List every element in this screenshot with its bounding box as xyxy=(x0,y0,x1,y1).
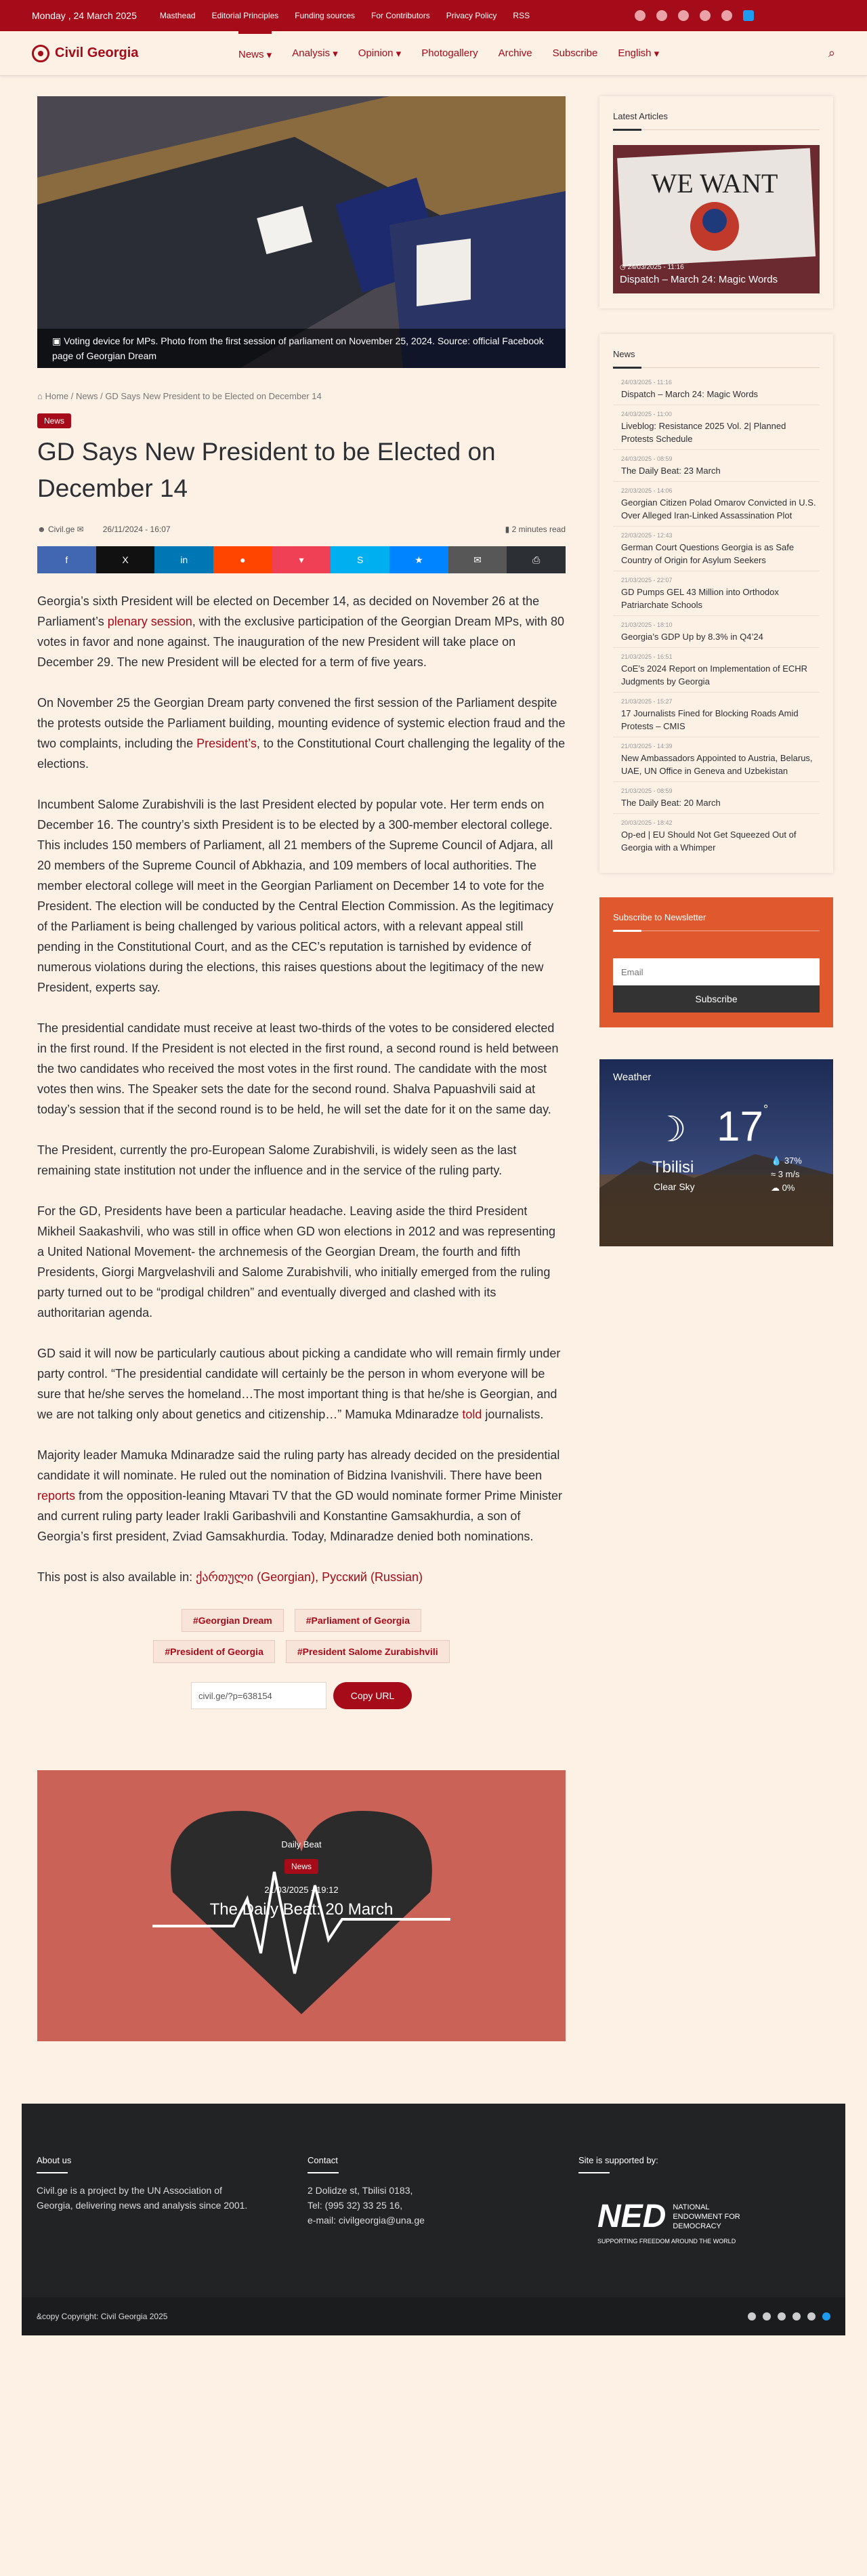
latest-article-date: ◷ 24/03/2025 - 11:16 xyxy=(620,264,684,271)
footer-about xyxy=(37,2155,253,2213)
top-links xyxy=(160,11,530,20)
list-item[interactable]: 21/03/2025 - 18:10 Georgia’s GDP Up by 8.3% in Q4’24 xyxy=(613,616,820,648)
copyright-bar xyxy=(22,2297,845,2335)
logo-icon xyxy=(32,45,49,62)
svg-text:WE WANT: WE WANT xyxy=(651,168,778,199)
list-item[interactable]: 24/03/2025 - 11:16 Dispatch – March 24: Magic Words xyxy=(613,373,820,405)
widget-title: News xyxy=(613,349,820,368)
for-contributors-link[interactable]: For Contributors xyxy=(371,11,430,20)
menu-opinion[interactable]: Opinion ▾ xyxy=(358,47,402,60)
telegram-icon[interactable] xyxy=(721,10,732,21)
share-pocket-icon[interactable]: ▾ xyxy=(272,546,331,573)
wind: ≈ 3 m/s xyxy=(771,1169,800,1179)
post-meta xyxy=(37,525,566,534)
hero-caption: ▣ Voting device for MPs. Photo from the first session of parliament on November 25, 2024. Source: official Facebook page of Georgian Dream xyxy=(37,329,566,368)
page-title: GD Says New President to be Elected on December 14 xyxy=(37,438,496,502)
facebook-icon[interactable] xyxy=(748,2312,756,2321)
paragraph: GD said it will now be particularly cautious about picking a candidate who will remain firmly under party control. “The presidential candidate will certainly be the person in whom everyone will be sure that he/she serves the homeland…The most important thing is that he/she is Georgian, and we are not talking only about genetics and citizenship…” Mamuka Mdinaradze told journalists. xyxy=(37,1347,561,1421)
paragraph: Incumbent Salome Zurabishvili is the last President elected by popular vote. Her term ends on December 16. The country’s sixth President is to be elected by a 300-member electoral college. This includes 150 members of Parliament, all 21 members of the Supreme Council of Adjara, all 20 members of the Supreme Council of Abkhazia, and 109 members of local authorities. The member electoral college will meet in the Georgian Parliament on December 14 to vote for the President. The election will be conducted by the Central Election Commission. As the legitimacy of the Parliament is being challenged by various political actors, with a relevant appeal still pending in the Constitutional Court, and as the CEC’s reputation is tarnished by evidence of numerous violations during the elections, this raises questions about the legitimacy of the new President, experts say. xyxy=(37,798,554,994)
weather-condition: Clear Sky xyxy=(654,1181,695,1192)
bluesky-icon[interactable] xyxy=(822,2312,830,2321)
temperature: 17° xyxy=(717,1103,769,1150)
weather-city: Tbilisi xyxy=(652,1158,694,1177)
list-item[interactable]: 22/03/2025 - 12:43 German Court Questions Georgia is as Safe Country of Origin for Asylum Seekers xyxy=(613,527,820,571)
related-date: 21/03/2025 - 19:12 xyxy=(264,1885,339,1895)
news-list xyxy=(613,373,820,858)
share-messenger-icon[interactable]: ★ xyxy=(389,546,448,573)
copyright: &copy Copyright: Civil Georgia 2025 xyxy=(37,2312,168,2321)
telegram-icon[interactable] xyxy=(792,2312,801,2321)
share-reddit-icon[interactable]: ● xyxy=(213,546,272,573)
translation-links[interactable]: ქართული (Georgian), Русский (Russian) xyxy=(196,1570,423,1584)
copy-url-button[interactable]: Copy URL xyxy=(333,1682,412,1709)
list-item[interactable]: 24/03/2025 - 11:00 Liveblog: Resistance 2025 Vol. 2| Planned Protests Schedule xyxy=(613,405,820,450)
bluesky-icon[interactable] xyxy=(743,10,754,21)
category-badge[interactable]: News xyxy=(37,413,71,428)
current-date: Monday , 24 March 2025 xyxy=(32,10,137,21)
hero-image xyxy=(37,96,566,368)
about-text: Civil.ge is a project by the UN Association of Georgia, delivering news and analysis since 2001. xyxy=(37,2185,248,2211)
moon-icon: ☽ xyxy=(655,1110,687,1149)
footer-title: Contact xyxy=(308,2155,524,2173)
breadcrumb: ⌂ Home / News / GD Says New President to be Elected on December 14 xyxy=(37,391,322,401)
list-item[interactable]: 20/03/2025 - 18:42 Op-ed | EU Should Not Get Squeezed Out of Georgia with a Whimper xyxy=(621,819,797,853)
camera-icon: ▣ xyxy=(52,335,64,346)
tag-zurabishvili[interactable]: #President Salome Zurabishvili xyxy=(286,1640,450,1663)
paragraph: Majority leader Mamuka Mdinaradze said the ruling party has already decided on the presidential candidate it will nominate. He ruled out the nomination of Bidzina Ivanishvili. There have been reports from the opposition-leaning Mtavari TV that the GD would nominate former Prime Minister and current ruling party leader Irakli Garibashvili and Konstantine Gamsakhurdia, a son of Georgia’s first president, Zviad Gamsakhurdia. Today, Mdinaradze denied both nominations. xyxy=(37,1448,563,1543)
footer-support xyxy=(578,2155,795,2245)
social-icons xyxy=(635,10,754,21)
email-field[interactable] xyxy=(613,958,820,985)
weather-widget xyxy=(599,1059,833,1246)
facebook-icon[interactable] xyxy=(635,10,646,21)
top-bar xyxy=(0,0,867,31)
instagram-icon[interactable] xyxy=(678,10,689,21)
rss-icon[interactable] xyxy=(807,2312,816,2321)
widget-title: Subscribe to Newsletter xyxy=(613,912,820,931)
logo-text: Civil Georgia xyxy=(55,45,139,60)
latest-articles-widget xyxy=(599,96,833,308)
read-time: ▮ 2 minutes read xyxy=(505,525,566,534)
author[interactable]: ☻ Civil.ge ✉ xyxy=(37,525,84,534)
page-content xyxy=(0,96,867,2041)
list-item[interactable]: 24/03/2025 - 08:59 The Daily Beat: 23 March xyxy=(613,450,820,482)
contact-email[interactable]: e-mail: civilgeorgia@una.ge xyxy=(308,2215,425,2226)
humidity: 💧 37% xyxy=(771,1156,802,1166)
footer-contact xyxy=(308,2155,524,2228)
paragraph: On November 25 the Georgian Dream party convened the first session of the Parliament despite the protests outside the Parliament building, mounting evidence of systemic election fraud and the two complaints, including the President’s, to the Constitutional Court challenging the legality of the elections. xyxy=(37,696,566,771)
tag-parliament[interactable]: #Parliament of Georgia xyxy=(295,1609,421,1632)
latest-article-text xyxy=(620,264,778,285)
share-facebook-icon[interactable]: f xyxy=(37,546,96,573)
site-logo[interactable] xyxy=(32,45,238,62)
ned-tagline: SUPPORTING FREEDOM AROUND THE WORLD xyxy=(597,2238,736,2245)
post-date: 26/11/2024 - 16:07 xyxy=(102,525,171,534)
translations: This post is also available in: ქართული (Georgian), Русский (Russian) xyxy=(37,1570,423,1584)
editorial-principles-link[interactable]: Editorial Principles xyxy=(211,11,279,20)
related-post[interactable] xyxy=(37,1770,566,2041)
related-overlay xyxy=(37,1839,566,1919)
article-body xyxy=(37,591,566,1587)
masthead-link[interactable]: Masthead xyxy=(159,11,196,20)
primary-menu xyxy=(238,31,659,76)
told-link[interactable]: told xyxy=(462,1408,482,1421)
weather-title: Weather xyxy=(613,1071,652,1083)
instagram-icon[interactable] xyxy=(778,2312,786,2321)
list-item[interactable]: 21/03/2025 - 08:59 The Daily Beat: 20 March xyxy=(613,782,820,814)
widget-title: Latest Articles xyxy=(613,111,820,130)
youtube-icon[interactable] xyxy=(700,10,711,21)
list-item[interactable]: 21/03/2025 - 14:39 New Ambassadors Appointed to Austria, Belarus, UAE, UN Office in Geneva and Uzbekistan xyxy=(613,737,820,782)
post-tags xyxy=(119,1609,484,1663)
related-title[interactable]: The Daily Beat: 20 March xyxy=(209,1900,394,1919)
related-category[interactable]: News xyxy=(284,1859,318,1874)
menu-analysis[interactable]: Analysis ▾ xyxy=(292,47,338,60)
privacy-policy-link[interactable]: Privacy Policy xyxy=(446,11,497,20)
latest-article-card[interactable] xyxy=(613,145,820,293)
menu-news[interactable]: News ▾ xyxy=(238,31,272,76)
news-widget xyxy=(599,334,833,873)
contact-info: 2 Dolidze st, Tbilisi 0183, Tel: (995 32) 33 25 16, e-mail: civilgeorgia@una.ge xyxy=(308,2183,524,2228)
paragraph: Georgia’s sixth President will be elected on December 14, as decided on November 26 at the Parliament’s plenary session, with the exclusive participation of the Georgian Dream MPs, with 80 votes in favor and none against. The inauguration of the new President will take place on December 29. The new President will be elected for a term of five years. xyxy=(37,594,565,669)
weather-stats xyxy=(771,1154,802,1195)
paragraph: The presidential candidate must receive at least two-thirds of the votes to be considered elected in the first round. If the President is not elected in the first round, a second round is held between the two candidates who received the most votes in the first round. The candidate with the most votes then wins. The Speaker sets the date for the second round. Shalva Papuashvili said at today’s session that if the second round is to be held, he will set the date for it on the same day. xyxy=(37,1021,559,1116)
share-linkedin-icon[interactable]: in xyxy=(154,546,213,573)
tag-president[interactable]: #President of Georgia xyxy=(153,1640,274,1663)
subscribe-button[interactable]: Subscribe xyxy=(613,985,820,1013)
menu-archive[interactable]: Archive xyxy=(498,47,532,59)
presidents-complaint-link[interactable]: President’s xyxy=(196,737,257,750)
related-image-text: Daily Beat xyxy=(281,1839,322,1849)
share-skype-icon[interactable]: S xyxy=(331,546,389,573)
list-item[interactable]: 21/03/2025 - 22:07 GD Pumps GEL 43 Million into Orthodox Patriarchate Schools xyxy=(613,571,820,616)
menu-photogallery[interactable]: Photogallery xyxy=(421,47,478,59)
newsletter-widget xyxy=(599,897,833,1027)
main-nav xyxy=(0,31,867,76)
voting-device-photo xyxy=(37,96,566,368)
list-item[interactable]: 22/03/2025 - 14:06 Georgian Citizen Polad Omarov Convicted in U.S. Over Alleged Iran-Linked Assassination Plot xyxy=(613,482,820,527)
funding-sources-link[interactable]: Funding sources xyxy=(295,11,356,20)
x-icon[interactable] xyxy=(656,10,667,21)
footer xyxy=(22,2104,845,2297)
rss-link[interactable]: RSS xyxy=(513,11,530,20)
ned-logo[interactable]: NED NATIONAL ENDOWMENT FOR DEMOCRACY xyxy=(597,2199,740,2234)
list-item[interactable]: 21/03/2025 - 16:51 CoE’s 2024 Report on Implementation of ECHR Judgments by Georgia xyxy=(613,648,820,693)
x-icon[interactable] xyxy=(763,2312,771,2321)
clouds: ☁ 0% xyxy=(771,1183,795,1193)
share-x-icon[interactable]: X xyxy=(96,546,155,573)
footer-title: Site is supported by: xyxy=(578,2155,795,2173)
sidebar xyxy=(599,96,833,2041)
city-night-image xyxy=(599,1059,833,1246)
list-item[interactable]: 21/03/2025 - 15:27 17 Journalists Fined for Blocking Roads Amid Protests – CMIS xyxy=(613,693,820,737)
share-print-icon[interactable]: ⎙ xyxy=(507,546,566,573)
share-email-icon[interactable]: ✉ xyxy=(448,546,507,573)
latest-article-title[interactable]: Dispatch – March 24: Magic Words xyxy=(620,274,778,285)
short-url-input[interactable]: civil.ge/?p=638154 xyxy=(191,1682,326,1709)
search-icon[interactable]: ⌕ xyxy=(828,46,835,60)
plenary-session-link[interactable]: plenary session xyxy=(107,615,192,628)
home-icon: ⌂ xyxy=(37,391,45,401)
share-bar xyxy=(37,546,566,573)
paragraph: The President, currently the pro-European Salome Zurabishvili, is widely seen as the last remaining state institution not under the influence and in the service of the ruling party. xyxy=(37,1143,517,1177)
menu-subscribe[interactable]: Subscribe xyxy=(552,47,598,59)
tag-georgian-dream[interactable]: #Georgian Dream xyxy=(182,1609,284,1632)
article-column xyxy=(37,96,566,2041)
reports-link[interactable]: reports xyxy=(37,1489,76,1502)
menu-language[interactable]: English ▾ xyxy=(618,47,660,60)
footer-social xyxy=(748,2312,830,2321)
footer-title: About us xyxy=(37,2155,253,2173)
paragraph: For the GD, Presidents have been a particular headache. Leaving aside the third President Mikheil Saakashvili, who was still in office when GD won elections in 2012 and was representing a United National Movement- the archnemesis of the Georgian Dream, the fourth and fifth Presidents, Giorgi Margvelashvili and Salome Zurabishvili, who initially emerged from the ruling party turned out to be “prodigal children” and eventually diverged and clashed with its authoritarian agenda. xyxy=(37,1204,556,1320)
short-url-box xyxy=(37,1682,566,1709)
